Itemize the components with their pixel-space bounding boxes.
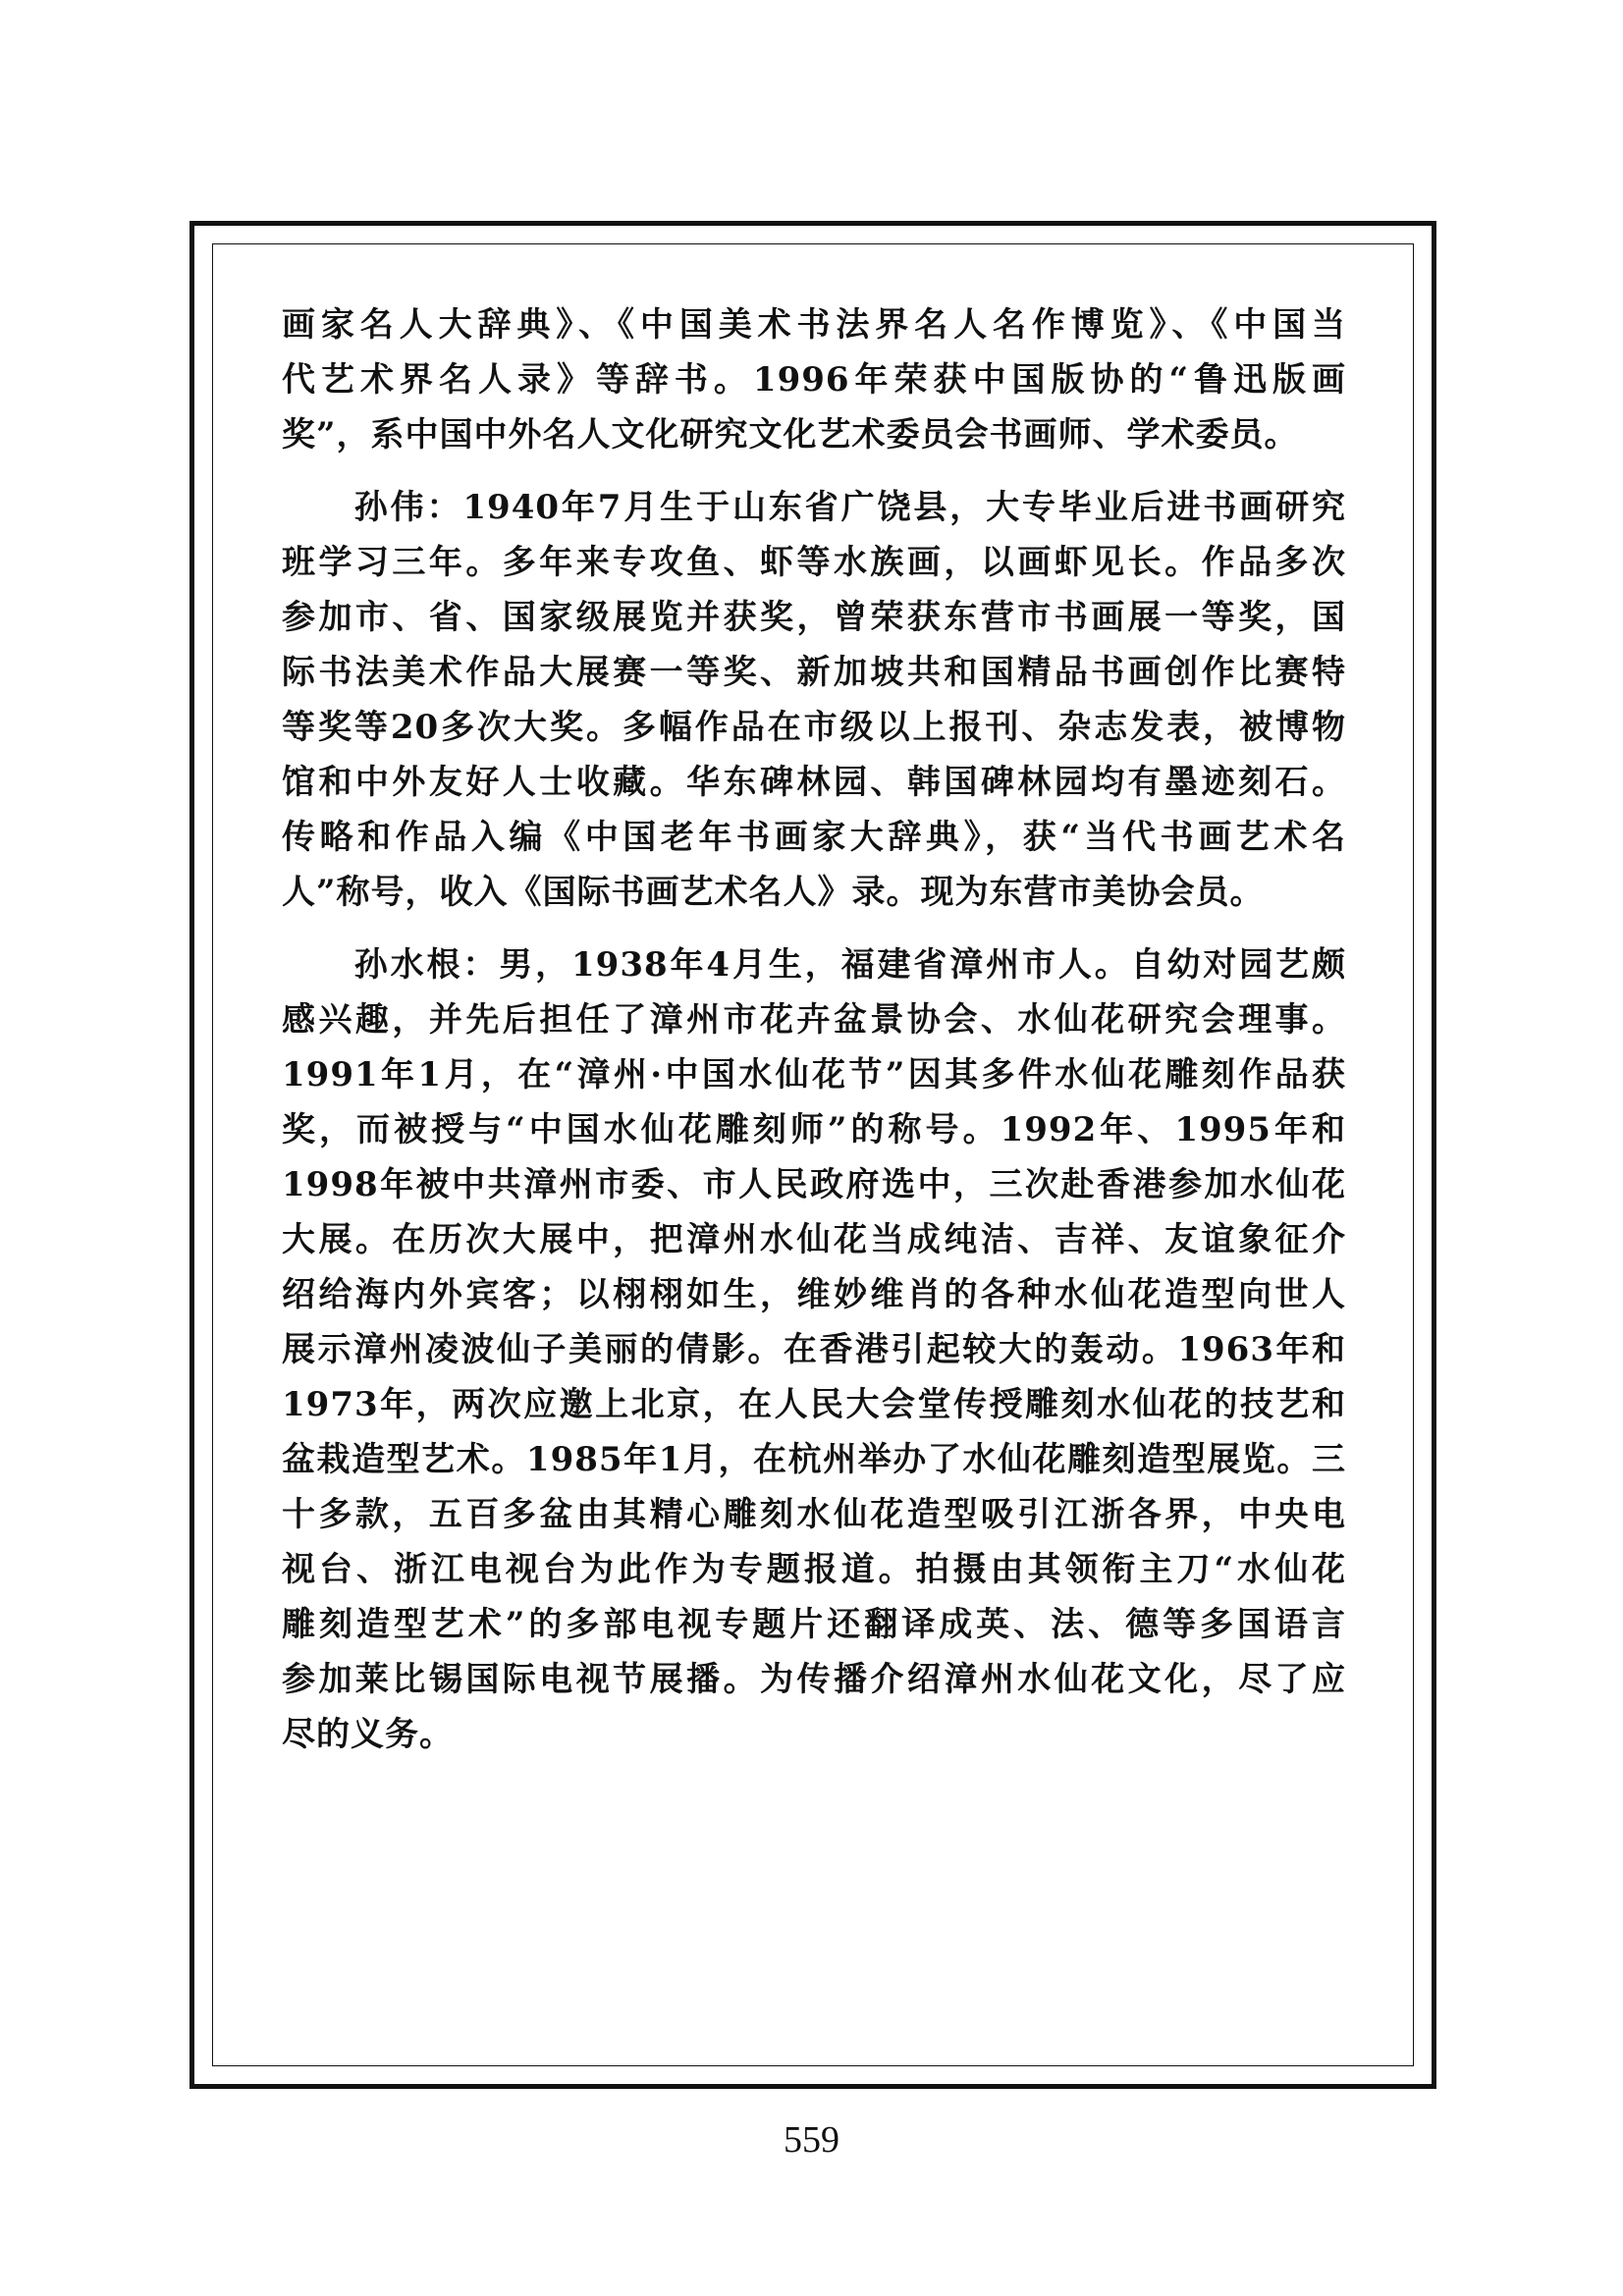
paragraph-3 — [282, 937, 1346, 1762]
text-line: 感兴趣，并先后担任了漳州市花卉盆景协会、水仙花研究会理事。 — [282, 1000, 1346, 1040]
text-line: 画家名人大辞典》、《中国美术书法界名人名作博览》、《中国当 — [282, 305, 1346, 345]
text-line: 尽的义务。 — [282, 1715, 454, 1754]
text-line: 1973年，两次应邀上北京，在人民大会堂传授雕刻水仙花的技艺和 — [282, 1385, 1346, 1424]
text-line: 雕刻造型艺术”的多部电视专题片还翻译成英、法、德等多国语言 — [282, 1605, 1346, 1644]
text-line: 传略和作品入编《中国老年书画家大辞典》，获“当代书画艺术名 — [282, 818, 1346, 857]
text-line: 盆栽造型艺术。1985年1月，在杭州举办了水仙花雕刻造型展览。三 — [282, 1440, 1346, 1479]
text-line: 绍给海内外宾客；以栩栩如生，维妙维肖的各种水仙花造型向世人 — [282, 1275, 1346, 1314]
paragraph-2 — [282, 480, 1346, 920]
text-line: 等奖等20多次大奖。多幅作品在市级以上报刊、杂志发表，被博物 — [282, 708, 1346, 747]
text-line: 际书法美术作品大展赛一等奖、新加坡共和国精品书画创作比赛特 — [282, 653, 1346, 692]
text-line: 展示漳州凌波仙子美丽的倩影。在香港引起较大的轰动。1963年和 — [282, 1330, 1346, 1369]
text-line: 视台、浙江电视台为此作为专题报道。拍摄由其领衔主刀“水仙花 — [282, 1550, 1346, 1589]
text-line: 参加市、省、国家级展览并获奖，曾荣获东营市书画展一等奖，国 — [282, 598, 1346, 637]
text-line: 十多款，五百多盆由其精心雕刻水仙花造型吸引江浙各界，中央电 — [282, 1495, 1346, 1534]
text-line: 代艺术界名人录》等辞书。1996年荣获中国版协的“鲁迅版画 — [282, 360, 1346, 400]
text-line: 馆和中外友好人士收藏。华东碑林园、韩国碑林园均有墨迹刻石。 — [282, 763, 1346, 802]
body-text — [282, 297, 1346, 1762]
text-line: 1991年1月，在“漳州·中国水仙花节”因其多件水仙花雕刻作品获 — [282, 1055, 1346, 1095]
text-line: 奖，而被授与“中国水仙花雕刻师”的称号。1992年、1995年和 — [282, 1110, 1346, 1149]
text-line: 孙伟：1940年7月生于山东省广饶县，大专毕业后进书画研究 — [282, 488, 1346, 527]
text-line: 奖”，系中国中外名人文化研究文化艺术委员会书画师、学术委员。 — [282, 415, 1299, 454]
text-line: 人”称号，收入《国际书画艺术名人》录。现为东营市美协会员。 — [282, 873, 1265, 912]
page-number: 559 — [784, 2119, 839, 2161]
text-line: 1998年被中共漳州市委、市人民政府选中，三次赴香港参加水仙花 — [282, 1165, 1346, 1204]
text-line: 孙水根：男，1938年4月生，福建省漳州市人。自幼对园艺颇 — [282, 945, 1346, 985]
text-line: 班学习三年。多年来专攻鱼、虾等水族画，以画虾见长。作品多次 — [282, 543, 1346, 582]
paragraph-1 — [282, 297, 1346, 462]
text-line: 参加莱比锡国际电视节展播。为传播介绍漳州水仙花文化，尽了应 — [282, 1660, 1346, 1699]
text-line: 大展。在历次大展中，把漳州水仙花当成纯洁、吉祥、友谊象征介 — [282, 1220, 1346, 1259]
